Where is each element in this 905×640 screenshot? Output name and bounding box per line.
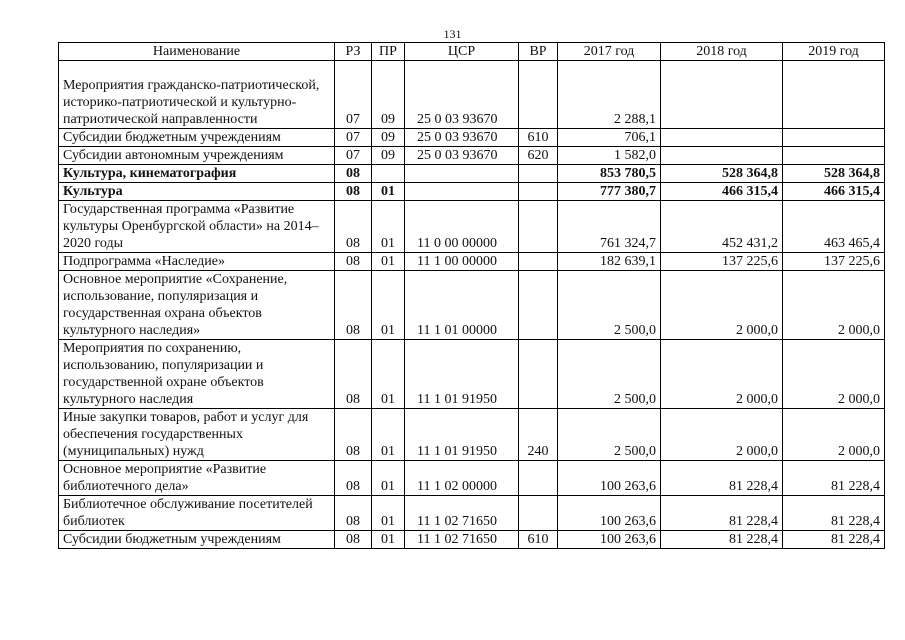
header-2019: 2019 год [783, 43, 885, 61]
header-2018: 2018 год [661, 43, 783, 61]
row-csr [405, 183, 519, 201]
page-number: 131 [443, 27, 462, 41]
row-rz: 08 [335, 496, 372, 531]
row-pr: 01 [372, 183, 405, 201]
row-vr [519, 183, 558, 201]
row-pr: 01 [372, 461, 405, 496]
row-rz: 08 [335, 253, 372, 271]
row-csr: 11 1 02 71650 [405, 496, 519, 531]
row-2018: 81 228,4 [661, 531, 783, 549]
row-2018: 528 364,8 [661, 165, 783, 183]
row-name: Мероприятия по сохранению, использованию, популяризации и государственной охране объектов культурного наследия [59, 340, 335, 409]
row-rz: 08 [335, 340, 372, 409]
row-2018: 2 000,0 [661, 271, 783, 340]
row-name: Субсидии бюджетным учреждениям [59, 129, 335, 147]
table-row [59, 271, 885, 340]
row-2019 [783, 129, 885, 147]
row-2019: 137 225,6 [783, 253, 885, 271]
table-row [59, 496, 885, 531]
row-2018: 466 315,4 [661, 183, 783, 201]
row-csr: 25 0 03 93670 [405, 61, 519, 129]
budget-table [58, 42, 885, 549]
row-csr: 11 1 02 71650 [405, 531, 519, 549]
row-rz: 08 [335, 201, 372, 253]
row-name: Культура, кинематография [59, 165, 335, 183]
row-2018: 81 228,4 [661, 461, 783, 496]
row-2017: 853 780,5 [558, 165, 661, 183]
header-csr: ЦСР [405, 43, 519, 61]
row-2019: 2 000,0 [783, 271, 885, 340]
row-rz: 08 [335, 165, 372, 183]
row-2019: 466 315,4 [783, 183, 885, 201]
row-rz: 08 [335, 409, 372, 461]
row-csr: 25 0 03 93670 [405, 147, 519, 165]
row-2018: 137 225,6 [661, 253, 783, 271]
table-row [59, 253, 885, 271]
row-2017: 2 500,0 [558, 340, 661, 409]
row-2017: 100 263,6 [558, 461, 661, 496]
row-2018 [661, 61, 783, 129]
row-2018: 2 000,0 [661, 409, 783, 461]
row-name: Культура [59, 183, 335, 201]
row-2019: 463 465,4 [783, 201, 885, 253]
row-2019: 81 228,4 [783, 461, 885, 496]
row-pr: 01 [372, 496, 405, 531]
row-2017: 2 500,0 [558, 409, 661, 461]
row-vr [519, 201, 558, 253]
row-rz: 08 [335, 183, 372, 201]
row-2017: 1 582,0 [558, 147, 661, 165]
row-csr: 11 1 02 00000 [405, 461, 519, 496]
row-2017: 2 288,1 [558, 61, 661, 129]
table-row [59, 531, 885, 549]
table-row [59, 61, 885, 129]
row-rz: 08 [335, 531, 372, 549]
row-pr: 01 [372, 340, 405, 409]
row-2017: 2 500,0 [558, 271, 661, 340]
row-2019: 2 000,0 [783, 340, 885, 409]
row-2017: 100 263,6 [558, 496, 661, 531]
row-rz: 07 [335, 147, 372, 165]
table-row [59, 129, 885, 147]
row-pr: 01 [372, 271, 405, 340]
row-2019: 81 228,4 [783, 496, 885, 531]
row-2019 [783, 147, 885, 165]
row-pr: 09 [372, 129, 405, 147]
header-2017: 2017 год [558, 43, 661, 61]
row-name: Основное мероприятие «Развитие библиотечного дела» [59, 461, 335, 496]
row-name: Основное мероприятие «Сохранение, использование, популяризация и государственная охрана объектов культурного наследия» [59, 271, 335, 340]
row-2017: 777 380,7 [558, 183, 661, 201]
row-2017: 182 639,1 [558, 253, 661, 271]
row-rz: 07 [335, 129, 372, 147]
row-name: Государственная программа «Развитие культуры Оренбургской области» на 2014–2020 годы [59, 201, 335, 253]
table-row [59, 409, 885, 461]
row-rz: 08 [335, 461, 372, 496]
header-pr: ПР [372, 43, 405, 61]
row-pr: 01 [372, 531, 405, 549]
row-vr: 610 [519, 531, 558, 549]
row-csr: 11 0 00 00000 [405, 201, 519, 253]
row-2019 [783, 61, 885, 129]
row-csr: 25 0 03 93670 [405, 129, 519, 147]
row-vr: 620 [519, 147, 558, 165]
table-row [59, 183, 885, 201]
row-2019: 2 000,0 [783, 409, 885, 461]
row-csr: 11 1 01 00000 [405, 271, 519, 340]
table-row [59, 340, 885, 409]
table-row [59, 201, 885, 253]
row-2018: 452 431,2 [661, 201, 783, 253]
header-rz: РЗ [335, 43, 372, 61]
row-vr [519, 61, 558, 129]
row-name: Подпрограмма «Наследие» [59, 253, 335, 271]
row-csr: 11 1 01 91950 [405, 340, 519, 409]
row-vr [519, 253, 558, 271]
row-vr: 610 [519, 129, 558, 147]
row-rz: 08 [335, 271, 372, 340]
row-pr: 09 [372, 61, 405, 129]
row-2017: 706,1 [558, 129, 661, 147]
header-row [59, 43, 885, 61]
row-name: Мероприятия гражданско-патриотической, историко-патриотической и культурно-патриотической направленности [59, 61, 335, 129]
row-vr [519, 340, 558, 409]
row-name: Субсидии автономным учреждениям [59, 147, 335, 165]
row-vr [519, 165, 558, 183]
table-row [59, 165, 885, 183]
row-vr [519, 496, 558, 531]
row-csr: 11 1 00 00000 [405, 253, 519, 271]
row-pr: 01 [372, 201, 405, 253]
row-pr: 09 [372, 147, 405, 165]
header-vr: ВР [519, 43, 558, 61]
row-2017: 761 324,7 [558, 201, 661, 253]
row-pr: 01 [372, 253, 405, 271]
row-2019: 528 364,8 [783, 165, 885, 183]
row-vr [519, 461, 558, 496]
table-body [59, 61, 885, 549]
row-2017: 100 263,6 [558, 531, 661, 549]
row-name: Субсидии бюджетным учреждениям [59, 531, 335, 549]
table-row [59, 461, 885, 496]
row-2018: 81 228,4 [661, 496, 783, 531]
row-rz: 07 [335, 61, 372, 129]
row-vr: 240 [519, 409, 558, 461]
row-2019: 81 228,4 [783, 531, 885, 549]
table-row [59, 147, 885, 165]
row-2018 [661, 129, 783, 147]
row-2018 [661, 147, 783, 165]
header-name: Наименование [59, 43, 335, 61]
row-vr [519, 271, 558, 340]
row-pr: 01 [372, 409, 405, 461]
row-name: Иные закупки товаров, работ и услуг для обеспечения государственных (муниципальных) нужд [59, 409, 335, 461]
row-2018: 2 000,0 [661, 340, 783, 409]
row-csr: 11 1 01 91950 [405, 409, 519, 461]
row-name: Библиотечное обслуживание посетителей библиотек [59, 496, 335, 531]
row-pr [372, 165, 405, 183]
row-csr [405, 165, 519, 183]
